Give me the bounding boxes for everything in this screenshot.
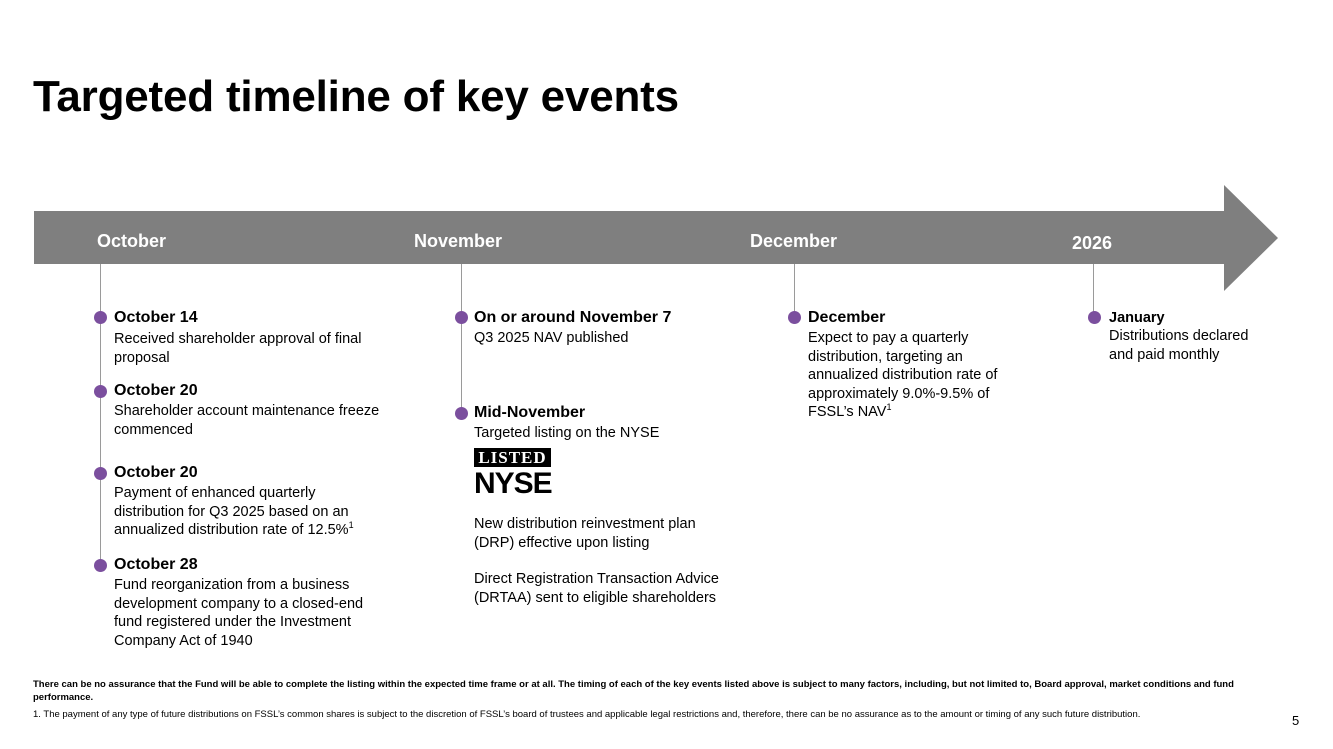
- month-label-november: November: [414, 231, 503, 251]
- event-bullet: [455, 311, 468, 324]
- disclaimer-text: There can be no assurance that the Fund will be able to complete the listing within the expected time frame or at all. The timing of each of the key events listed above is subject to many factors, including, but not limited to, Board approval, market conditions and fund performance.: [33, 679, 1234, 703]
- event-description: Fund reorganization from a business development company to a closed-end fund registered under the Investment Company Act of 1940: [114, 577, 364, 649]
- nyse-logo-listed-text: LISTED: [474, 448, 551, 467]
- event-bullet: [455, 407, 468, 420]
- page-number: 5: [1292, 713, 1300, 728]
- event-title: October 14: [114, 309, 198, 326]
- event-bullet: [94, 385, 107, 398]
- event-description-drp: New distribution reinvestment plan (DRP) effective upon listing: [474, 516, 696, 551]
- event-description: [114, 484, 386, 540]
- event-bullet: [94, 467, 107, 480]
- november-connector-line: [461, 264, 462, 414]
- event-description: Shareholder account maintenance freeze commenced: [114, 403, 380, 438]
- footnote-text: 1. The payment of any type of future distributions on FSSL’s common shares is subject to the discretion of FSSL’s board of trustees and applicable legal restrictions and, therefore, there can be no assurance as to the amount or timing of any such future distribution.: [33, 709, 1141, 720]
- event-description: Received shareholder approval of final proposal: [114, 331, 362, 366]
- month-label-december: December: [750, 231, 838, 251]
- event-description: Targeted listing on the NYSE: [474, 425, 660, 441]
- event-bullet: [1088, 311, 1101, 324]
- event-title: December: [808, 309, 886, 326]
- event-title: January: [1109, 310, 1165, 326]
- event-bullet: [788, 311, 801, 324]
- event-description: Distributions declared and paid monthly: [1109, 328, 1249, 363]
- event-bullet: [94, 311, 107, 324]
- event-title: October 28: [114, 556, 198, 573]
- nyse-listed-logo: [474, 448, 554, 500]
- event-title: Mid-November: [474, 404, 586, 421]
- event-title: October 20: [114, 464, 198, 481]
- january-connector-line: [1093, 264, 1094, 318]
- december-connector-line: [794, 264, 795, 318]
- event-title: October 20: [114, 382, 198, 399]
- event-description: [808, 329, 1018, 422]
- event-description-text: Payment of enhanced quarterly distribution for Q3 2025 based on an annualized distribution rate of 12.5%: [114, 485, 349, 538]
- event-title: On or around November 7: [474, 309, 672, 326]
- event-bullet: [94, 559, 107, 572]
- month-label-october: October: [97, 231, 167, 251]
- october-connector-line: [100, 264, 101, 566]
- page-title: Targeted timeline of key events: [33, 72, 679, 121]
- event-description: Q3 2025 NAV published: [474, 330, 629, 346]
- event-description-text: Expect to pay a quarterly distribution, targeting an annualized distribution rate of approximately 9.0%-9.5% of FSSL’s NAV: [808, 330, 998, 420]
- footnote-marker: 1: [348, 520, 354, 531]
- nyse-logo-nyse-text: NYSE: [474, 467, 552, 500]
- event-description-drtaa: Direct Registration Transaction Advice (DRTAA) sent to eligible shareholders: [474, 571, 719, 606]
- month-label-2026: 2026: [1072, 233, 1113, 253]
- footnote-marker: 1: [886, 402, 892, 413]
